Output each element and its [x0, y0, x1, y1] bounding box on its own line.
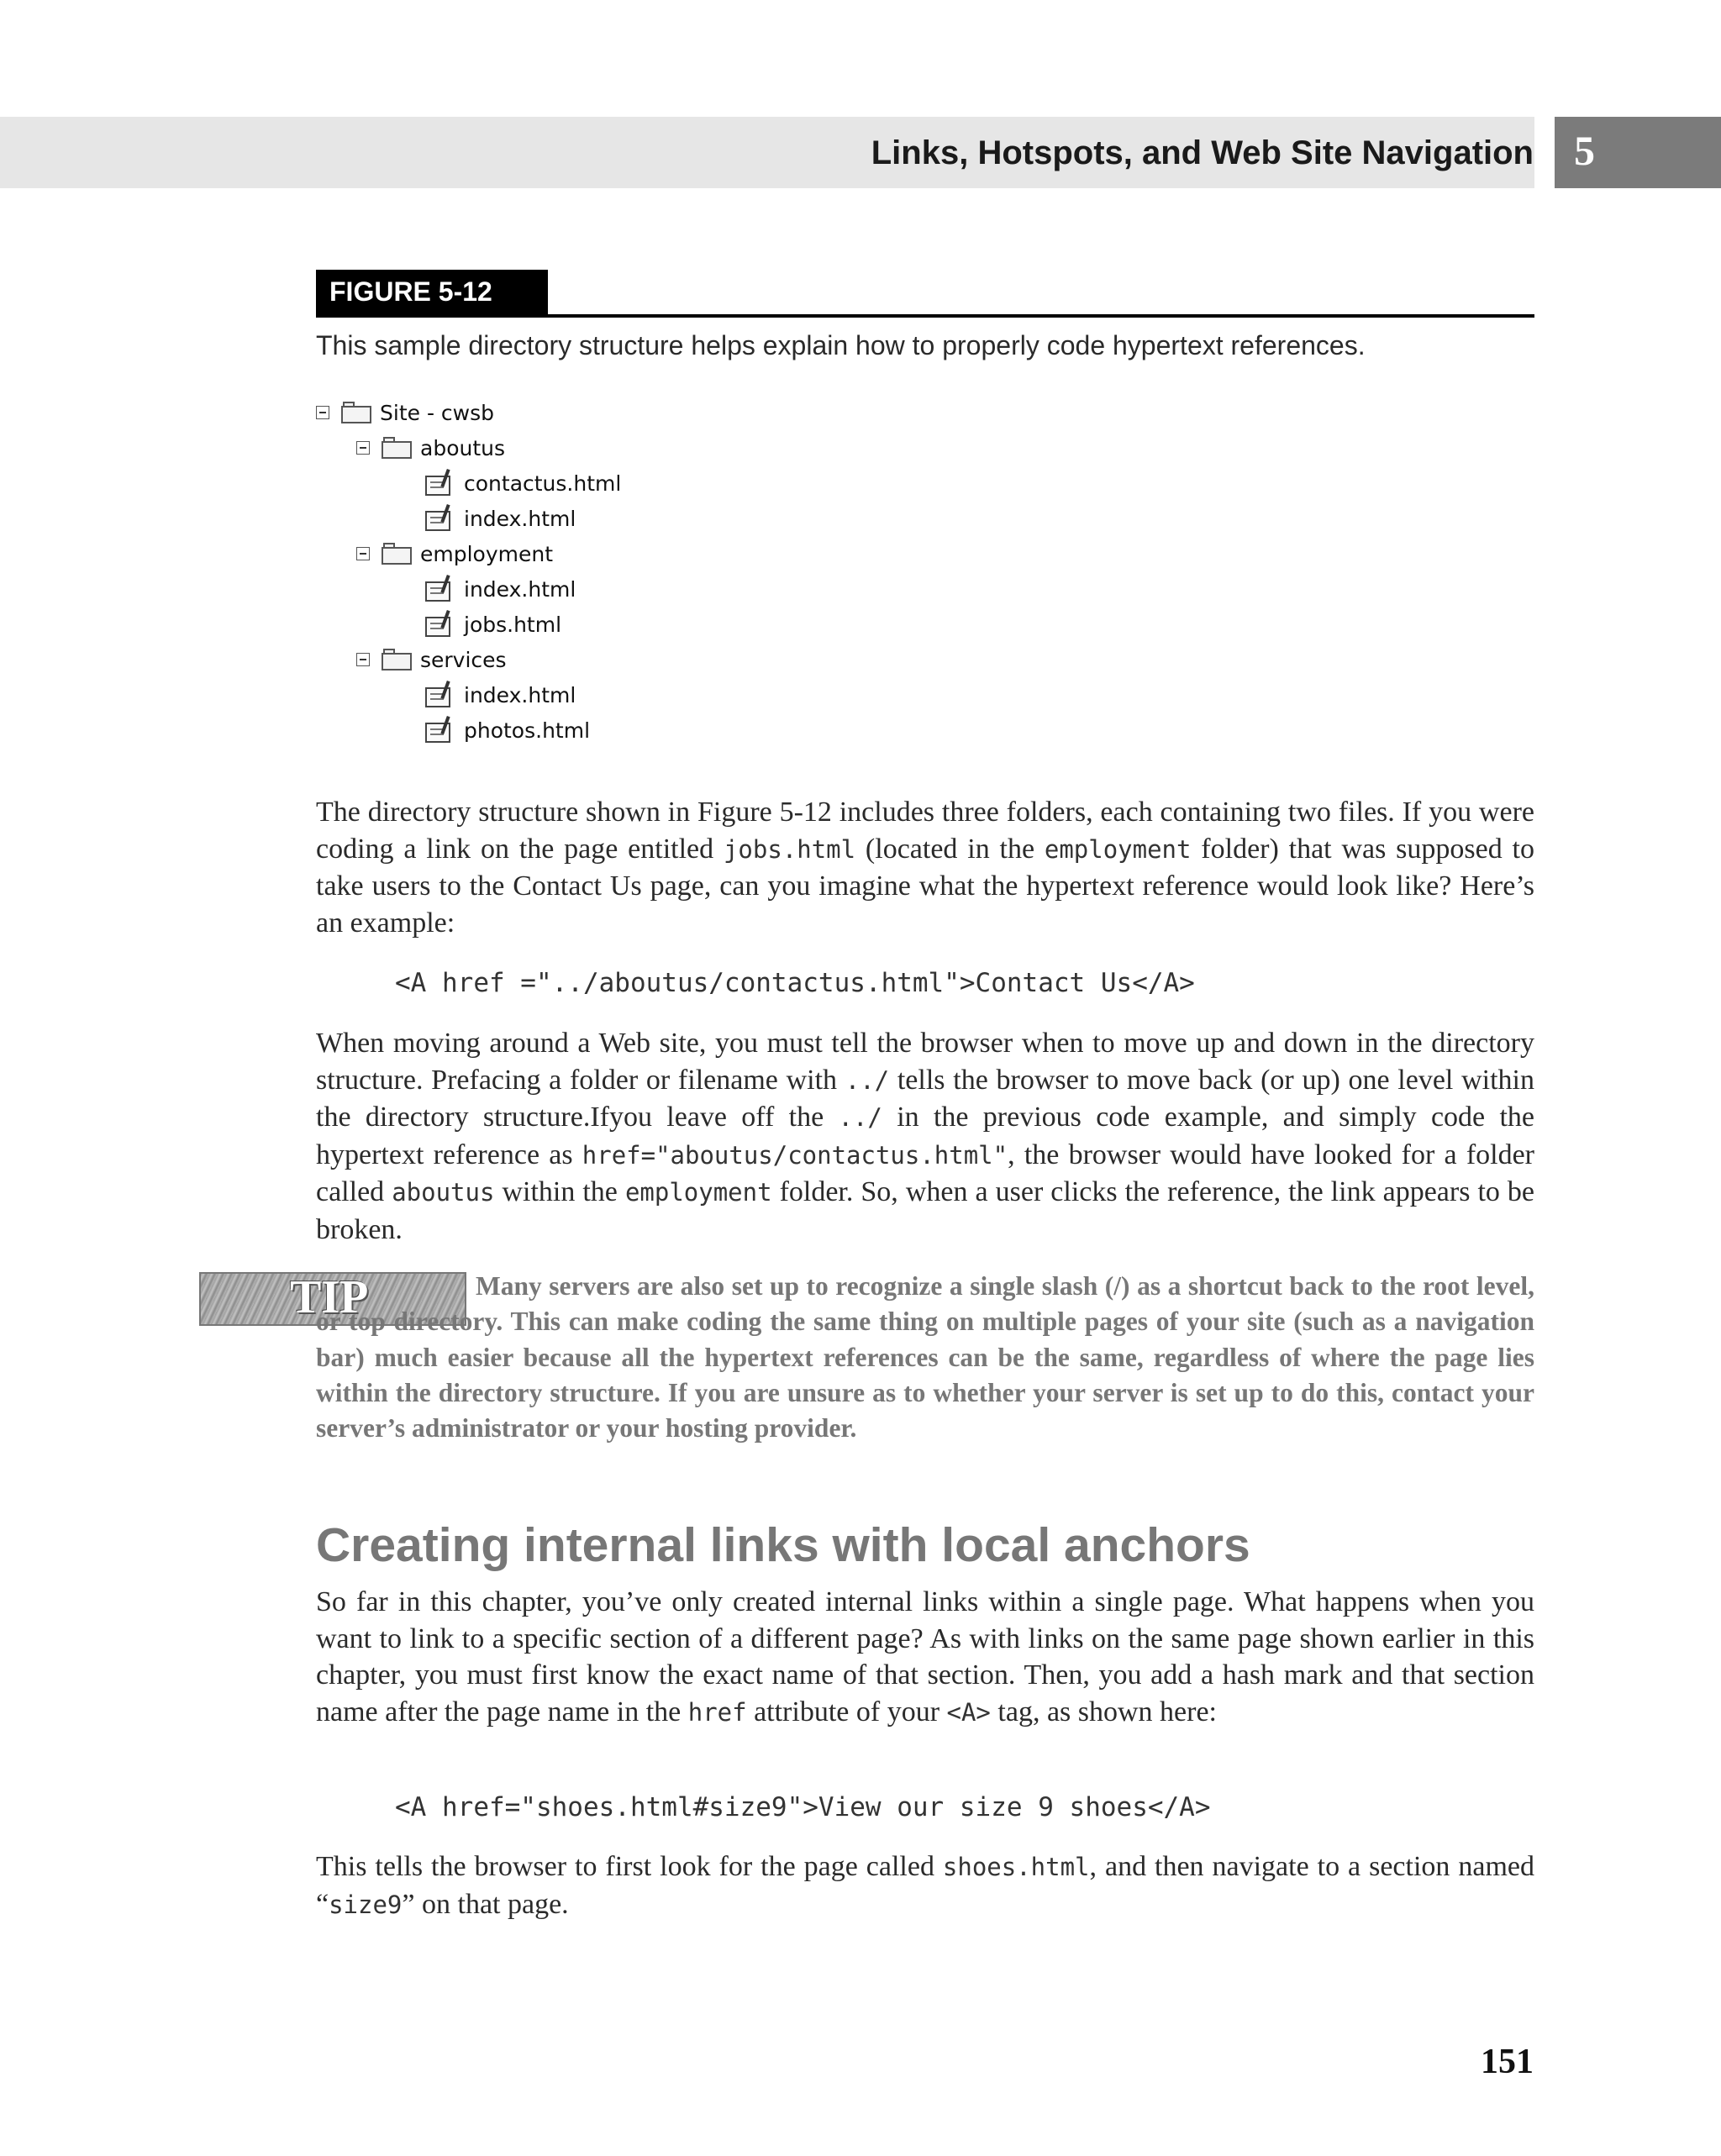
tree-label: index.html	[464, 506, 576, 531]
inline-code: ../	[845, 1065, 890, 1095]
chapter-number: 5	[1574, 127, 1595, 174]
tree-file[interactable]	[425, 571, 576, 607]
tip-label: TIP	[290, 1271, 369, 1323]
tree-file[interactable]	[425, 607, 561, 642]
tree-label: Site - cwsb	[380, 400, 494, 425]
folder-icon	[382, 649, 412, 670]
code-example-2: <A href="shoes.html#size9">View our size 9 shoes</A>	[395, 1792, 1211, 1822]
inline-code: size9	[329, 1890, 403, 1919]
collapse-icon[interactable]	[356, 547, 370, 560]
collapse-icon[interactable]	[356, 653, 370, 666]
html-file-icon	[425, 504, 457, 533]
tip-text: Many servers are also set up to recognize a single slash (/) as a shortcut back to the root level, or top directory. This can make coding the same thing on multiple pages of your site (such as a navigation bar) much easier because all the hypertext references can be the same, regardless of where the page lies within the directory structure. If you are unsure as to whether your server is set up to do this, contact your server’s administrator or your hosting provider.	[316, 1271, 1534, 1443]
body-paragraph-4: This tells the browser to first look for the page called shoes.html, and then navigate to a section named “size9” on that page.	[316, 1851, 1534, 1920]
html-file-icon	[425, 469, 457, 497]
html-file-icon	[425, 681, 457, 709]
tree-file[interactable]	[425, 465, 621, 501]
tree-label: employment	[420, 541, 554, 566]
inline-code: ../	[838, 1103, 882, 1132]
running-head: Links, Hotspots, and Web Site Navigation	[871, 134, 1534, 171]
inline-code: shoes.html	[942, 1853, 1090, 1881]
body-paragraph-2: When moving around a Web site, you must tell the browser when to move up and down in the directory structure. Prefacing a folder or filename with ../ tells the browser to move back (or up) one level within the directory structure.Ifyou leave off the ../ in the previous code example, and simply code the hypertext reference as href="aboutus/contactus.html", the browser would have looked for a folder called aboutus within the employment folder. So, when a user clicks the reference, the link appears to be broken.	[316, 1028, 1535, 1245]
section-heading: Creating internal links with local anchors	[316, 1518, 1250, 1572]
inline-code: employment	[1044, 834, 1192, 864]
tree-label: index.html	[464, 576, 576, 602]
collapse-icon[interactable]	[356, 441, 370, 455]
figure-rule	[316, 314, 1534, 318]
folder-icon	[382, 437, 412, 459]
tree-label: services	[420, 647, 507, 672]
tree-file[interactable]	[425, 713, 590, 748]
page-number: 151	[1481, 2043, 1534, 2081]
inline-code: employment	[624, 1178, 772, 1207]
body-paragraph-1: The directory structure shown in Figure 5-12 includes three folders, each containing two files. If you were coding a link on the page entitled jobs.html (located in the employment folder) that was supposed to take users to the Contact Us page, can you imagine what the hypertext reference would look like? Here’s an example:	[316, 797, 1534, 939]
html-file-icon	[425, 716, 457, 744]
tree-label: contactus.html	[464, 471, 622, 496]
html-file-icon	[425, 610, 457, 639]
tree-label: aboutus	[420, 435, 506, 460]
folder-icon	[382, 543, 412, 565]
tree-label: photos.html	[464, 718, 591, 743]
collapse-icon[interactable]	[316, 406, 329, 419]
tree-folder-aboutus[interactable]	[356, 430, 505, 465]
inline-code: href	[687, 1697, 747, 1727]
tree-root[interactable]	[316, 395, 494, 430]
directory-tree	[316, 395, 669, 756]
inline-code: aboutus	[392, 1178, 495, 1207]
tree-label: index.html	[464, 682, 576, 707]
body-paragraph-3: So far in this chapter, you’ve only created internal links within a single page. What happens when you want to link to a specific section of a different page? As with links on the same page shown earlier in this chapter, you must first know the exact name of that section. Then, you add a hash mark and that section name after the page name in the href attribute of your <A> tag, as shown here:	[316, 1586, 1534, 1727]
tree-label: jobs.html	[464, 612, 562, 637]
code-example-1: <A href ="../aboutus/contactus.html">Contact Us</A>	[395, 968, 1195, 998]
folder-icon	[341, 402, 371, 423]
tree-file[interactable]	[425, 501, 576, 536]
tree-folder-employment[interactable]	[356, 536, 553, 571]
html-file-icon	[425, 575, 457, 603]
inline-code: <A>	[946, 1697, 991, 1727]
figure-caption: This sample directory structure helps explain how to properly code hypertext references.	[316, 330, 1366, 360]
figure-label: FIGURE 5-12	[316, 270, 548, 317]
inline-code: jobs.html	[723, 834, 856, 864]
tree-folder-services[interactable]	[356, 642, 507, 677]
tree-file[interactable]	[425, 677, 576, 713]
inline-code: href="aboutus/contactus.html"	[582, 1140, 1008, 1170]
